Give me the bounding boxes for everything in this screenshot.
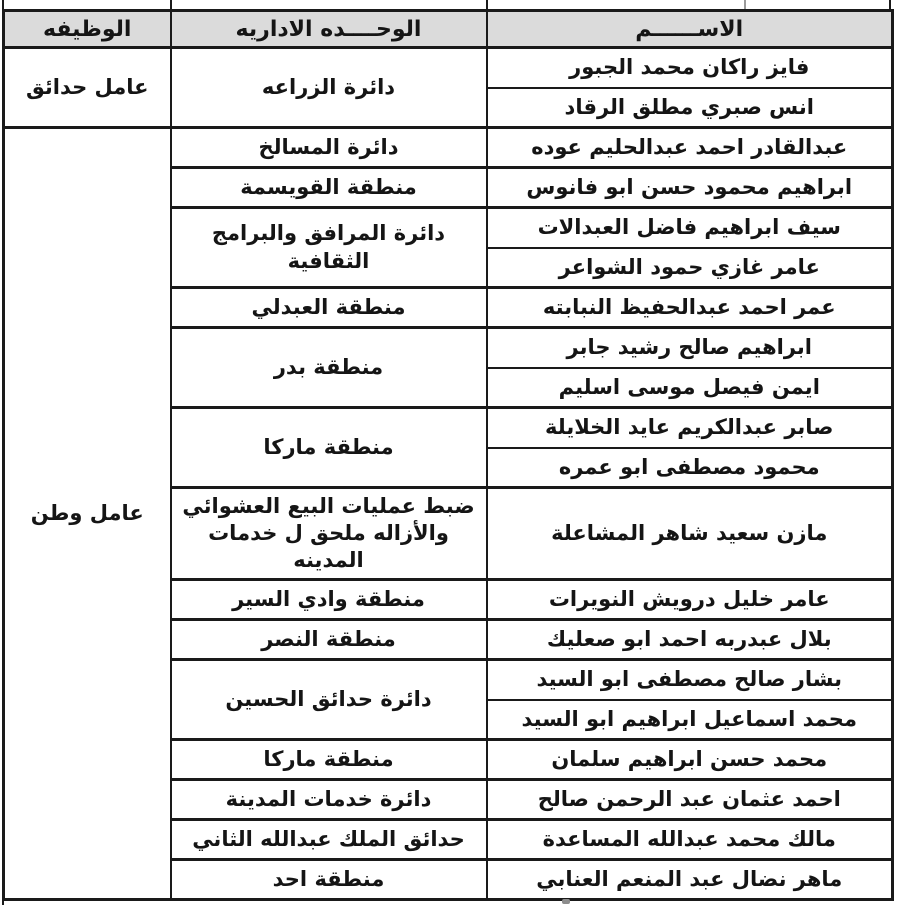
unit-cell: منطقة ماركا — [171, 408, 487, 488]
unit-cell: منطقة وادي السير — [171, 580, 487, 620]
name-cell: سيف ابراهيم فاضل العبدالات — [487, 208, 893, 248]
name-cell: عامر خليل درويش النويرات — [487, 580, 893, 620]
unit-cell: منطقة ماركا — [171, 740, 487, 780]
name-cell: ماهر نضال عبد المنعم العنابي — [487, 860, 893, 900]
name-cell: بشار صالح مصطفى ابو السيد — [487, 660, 893, 700]
bottom-remnant-text-mark — [562, 899, 570, 904]
unit-cell: ضبط عمليات البيع العشوائي والأزاله ملحق ل خدمات المدينه — [171, 488, 487, 580]
name-cell: مازن سعيد شاهر المشاعلة — [487, 488, 893, 580]
unit-cell: دائرة المرافق والبرامج الثقافية — [171, 208, 487, 288]
name-cell: محمد حسن ابراهيم سلمان — [487, 740, 893, 780]
header-job-column: الوظيفه — [4, 11, 171, 48]
unit-cell: منطقة بدر — [171, 328, 487, 408]
name-cell: ايمن فيصل موسى اسليم — [487, 368, 893, 408]
name-cell: عامر غازي حمود الشواعر — [487, 248, 893, 288]
top-remnant-divider-2 — [486, 0, 488, 9]
unit-cell: دائرة خدمات المدينة — [171, 780, 487, 820]
unit-cell: منطقة احد — [171, 860, 487, 900]
header-unit-column: الوحــــده الاداريه — [171, 11, 487, 48]
name-cell: عبدالقادر احمد عبدالحليم عوده — [487, 128, 893, 168]
unit-cell: دائرة الزراعه — [171, 48, 487, 128]
table-row — [4, 48, 893, 88]
unit-cell: منطقة العبدلي — [171, 288, 487, 328]
name-cell: عمر احمد عبدالحفيظ النبابته — [487, 288, 893, 328]
name-cell: محمد اسماعيل ابراهيم ابو السيد — [487, 700, 893, 740]
header-row — [4, 11, 893, 48]
name-cell: فايز راكان محمد الجبور — [487, 48, 893, 88]
name-cell: احمد عثمان عبد الرحمن صالح — [487, 780, 893, 820]
name-cell: انس صبري مطلق الرقاد — [487, 88, 893, 128]
staff-table-header — [4, 11, 893, 48]
top-remnant-right-border — [889, 0, 891, 9]
top-remnant-divider-1 — [170, 0, 172, 9]
job-cell: عامل وطن — [4, 128, 171, 900]
unit-cell: دائرة المسالخ — [171, 128, 487, 168]
top-remnant-divider-3 — [744, 0, 746, 9]
name-cell: ابراهيم محمود حسن ابو فانوس — [487, 168, 893, 208]
name-cell: بلال عبدربه احمد ابو صعليك — [487, 620, 893, 660]
unit-cell: حدائق الملك عبدالله الثاني — [171, 820, 487, 860]
unit-cell: منطقة النصر — [171, 620, 487, 660]
top-remnant-left-border — [2, 0, 4, 9]
unit-cell: دائرة حدائق الحسين — [171, 660, 487, 740]
staff-table-body — [4, 48, 893, 900]
name-cell: ابراهيم صالح رشيد جابر — [487, 328, 893, 368]
job-cell: عامل حدائق — [4, 48, 171, 128]
name-cell: صابر عبدالكريم عايد الخلايلة — [487, 408, 893, 448]
unit-cell: منطقة القويسمة — [171, 168, 487, 208]
name-cell: محمود مصطفى ابو عمره — [487, 448, 893, 488]
bottom-remnant-left-border — [2, 898, 4, 905]
header-name-column: الاســــــم — [487, 11, 893, 48]
table-row — [4, 128, 893, 168]
staff-table — [2, 9, 894, 901]
name-cell: مالك محمد عبدالله المساعدة — [487, 820, 893, 860]
